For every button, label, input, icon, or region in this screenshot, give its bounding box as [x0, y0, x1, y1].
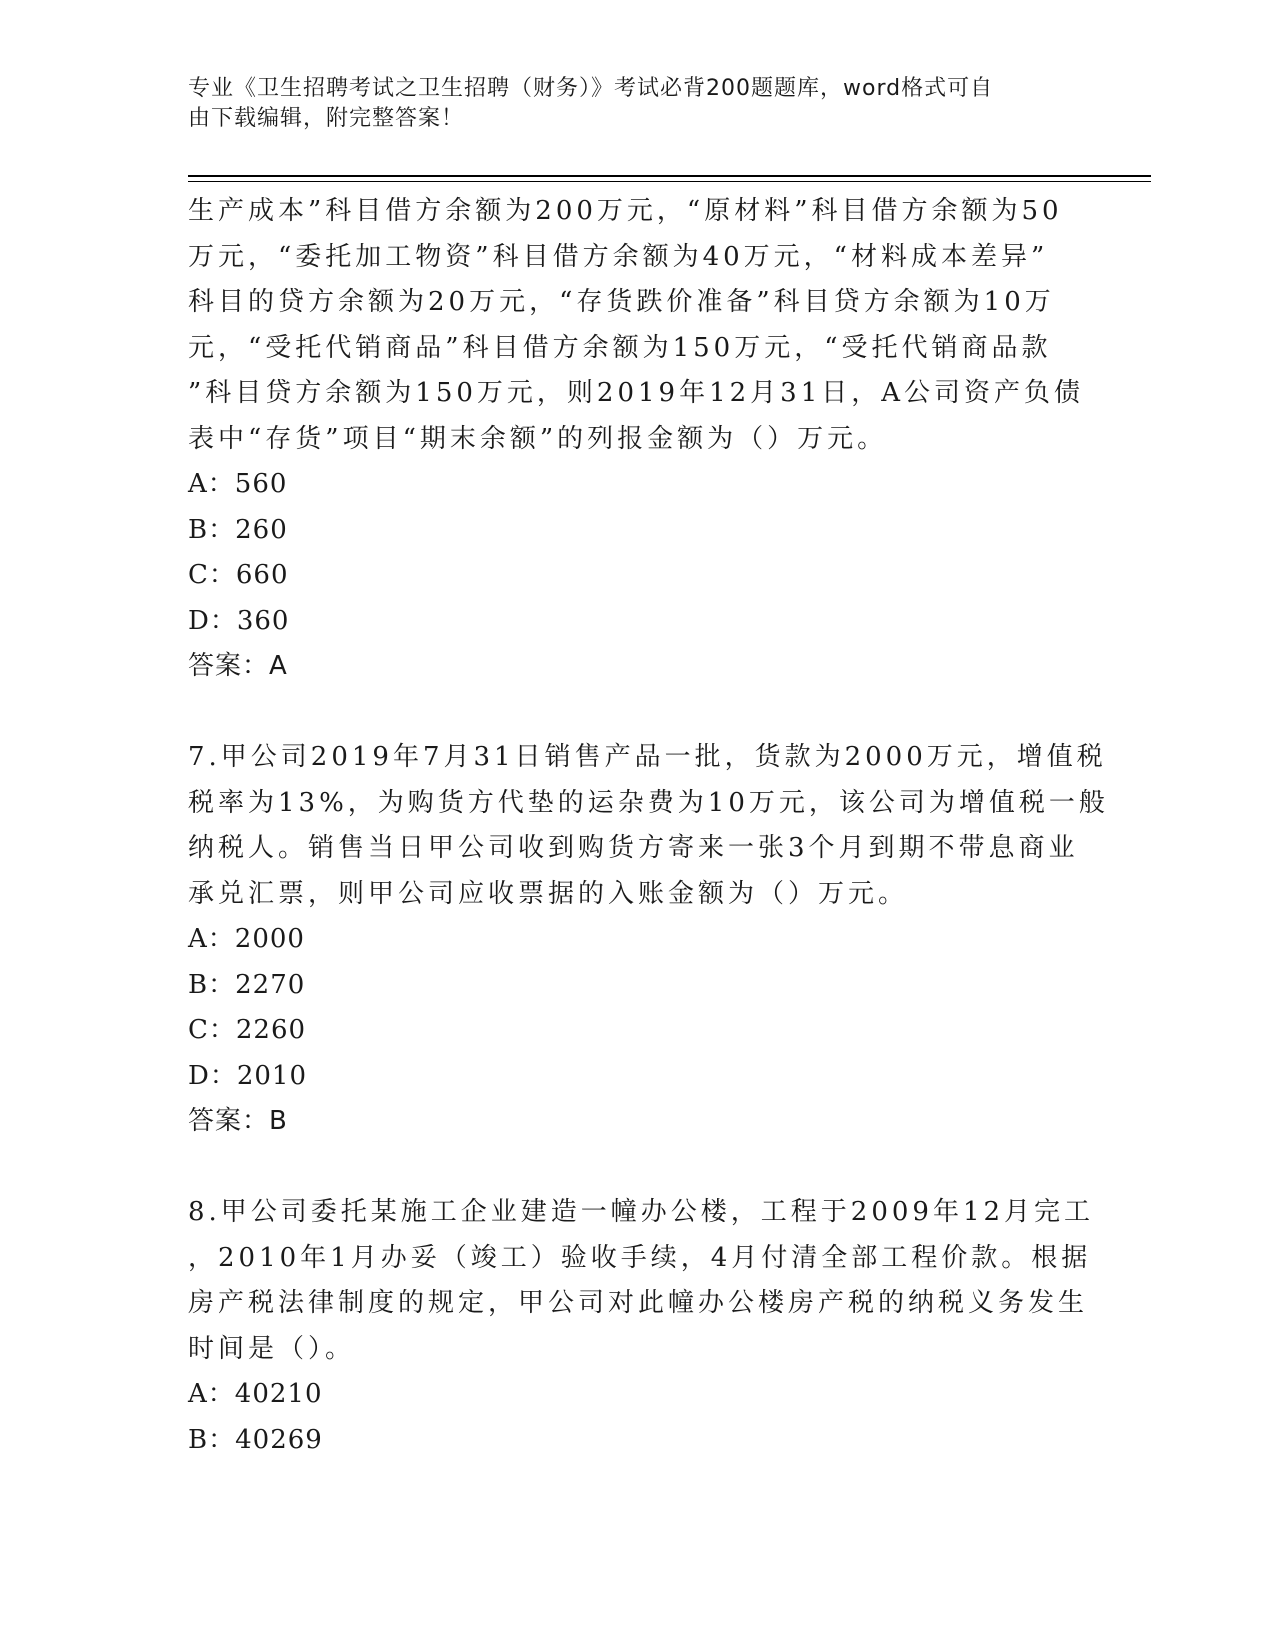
question-text-line: 表中“存货”项目“期末余额”的列报金额为（）万元。 [188, 423, 888, 454]
spacer [188, 690, 1068, 736]
option-b: B：260 [188, 514, 288, 545]
option-c: C：2260 [188, 1015, 307, 1045]
question-text-line: 纳税人。销售当日甲公司收到购货方寄来一张3个月到期不带息商业 [188, 833, 1079, 863]
question-text-line: ”科目贷方余额为150万元，则2019年12月31日，A公司资产负债 [188, 378, 1085, 408]
question-text-line: 7.甲公司2019年7月31日销售产品一批，货款为2000万元，增值税 [188, 742, 1107, 772]
question-text-line: 8.甲公司委托某施工企业建造一幢办公楼，工程于2009年12月完工 [188, 1197, 1095, 1227]
header-rule-thick [188, 175, 1151, 177]
option-b: B：2270 [188, 969, 306, 1000]
option-c: C：660 [188, 560, 289, 590]
question-text-line: 元，“受托代销商品”科目借方余额为150万元，“受托代销商品款 [188, 332, 1052, 363]
option-a: A：40210 [188, 1379, 323, 1409]
option-a: A：560 [188, 469, 288, 499]
answer: 答案：B [188, 1106, 288, 1136]
spacer [188, 1145, 1068, 1191]
question-text-line: 时间是（）。 [188, 1333, 356, 1364]
question-text-line: 承兑汇票，则甲公司应收票据的入账金额为（）万元。 [188, 878, 909, 909]
question-text-line: 生产成本”科目借方余额为200万元，“原材料”科目借方余额为50 [188, 196, 1063, 226]
question-7 [188, 735, 1109, 1145]
question-6 [188, 189, 1085, 690]
question-text-line: 科目的贷方余额为20万元，“存货跌价准备”科目贷方余额为10万 [188, 287, 1055, 317]
question-text-line: 万元，“委托加工物资”科目借方余额为40万元，“材料成本差异” [188, 241, 1049, 272]
document-body [188, 189, 1109, 1463]
option-b: B：40269 [188, 1424, 323, 1455]
option-a: A：2000 [188, 924, 305, 954]
question-text-line: 房产税法律制度的规定，甲公司对此幢办公楼房产税的纳税义务发生 [188, 1288, 1089, 1318]
option-d: D：2010 [188, 1060, 308, 1091]
question-text-line: ，2010年1月办妥（竣工）验收手续，4月付清全部工程价款。根据 [188, 1242, 1092, 1273]
answer: 答案：A [188, 651, 288, 681]
header-line-1: 专业《卫生招聘考试之卫生招聘（财务）》考试必背200题题库，word格式可自 [188, 76, 994, 101]
header-rule-thin [188, 181, 1151, 182]
header-line-2: 由下载编辑，附完整答案！ [188, 106, 465, 131]
question-8 [188, 1190, 1095, 1463]
question-text-line: 税率为13%，为购货方代垫的运杂费为10万元，该公司为增值税一般 [188, 787, 1109, 818]
option-d: D：360 [188, 605, 290, 636]
document-header [188, 74, 1068, 134]
